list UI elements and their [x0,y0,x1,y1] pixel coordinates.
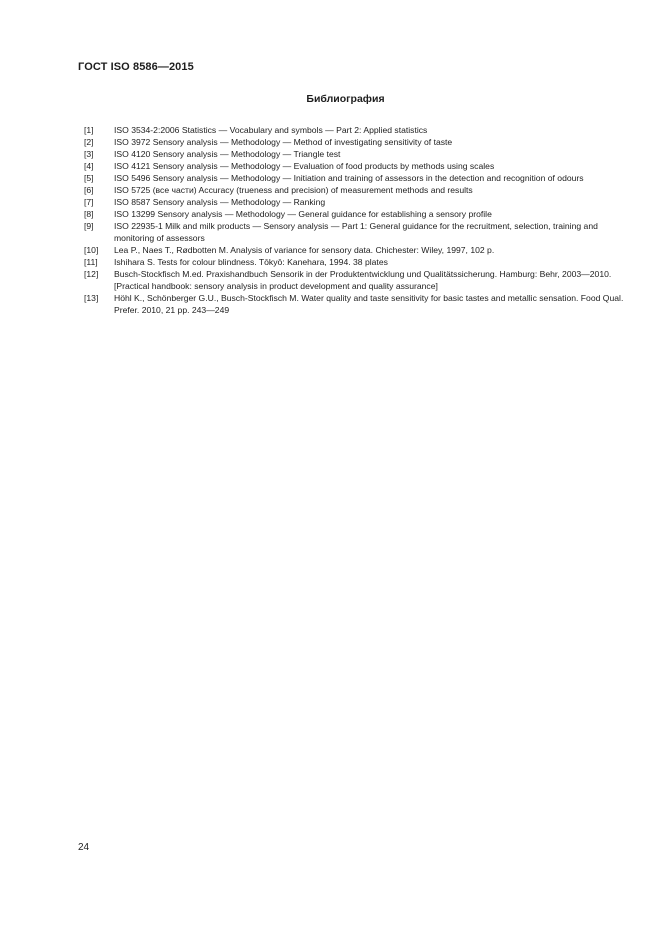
entry-text: Ishihara S. Tests for colour blindness. Tōkyō: Kanehara, 1994. 38 plates [114,257,388,267]
entry-number: [6] [84,185,94,195]
entry-text: ISO 13299 Sensory analysis — Methodology — General guidance for establishing a sensory profile [114,209,492,219]
entry-text: ISO 5725 (все части) Accuracy (trueness and precision) of measurement methods and results [114,185,473,195]
entry-number: [3] [84,149,94,159]
entry-text: ISO 3972 Sensory analysis — Methodology — Method of investigating sensitivity of taste [114,137,453,147]
bibliography-entry [84,244,624,256]
entry-text: ISO 22935-1 Milk and milk products — Sensory analysis — Part 1: General guidance for the recruitment, selection, training and monitoring of assessors [114,221,598,243]
bibliography-entry [84,196,624,208]
entry-number: [7] [84,197,94,207]
entry-number: [9] [84,221,94,231]
entry-text: ISO 5496 Sensory analysis — Methodology — Initiation and training of assessors in the detection and recognition of odours [114,173,584,183]
document-code-header: ГОСТ ISO 8586—2015 [78,61,194,73]
entry-text: ISO 4121 Sensory analysis — Methodology — Evaluation of food products by methods using scales [114,161,495,171]
entry-number: [11] [84,257,98,267]
bibliography-entry [84,256,624,268]
bibliography-entry [84,160,624,172]
entry-number: [4] [84,161,94,171]
page-number: 24 [78,842,90,853]
entry-number: [13] [84,293,99,303]
entry-number: [8] [84,209,94,219]
entry-text: ISO 4120 Sensory analysis — Methodology — Triangle test [114,149,341,159]
entry-text: Lea P., Naes T., Rødbotten M. Analysis of variance for sensory data. Chichester: Wiley, 1997, 102 p. [114,245,495,255]
bibliography-entry [84,136,624,148]
entry-text: ISO 8587 Sensory analysis — Methodology — Ranking [114,197,326,207]
bibliography-entry [84,292,624,316]
entry-number: [1] [84,125,94,135]
entry-number: [10] [84,245,99,255]
bibliography-entry [84,220,624,244]
bibliography-entry [84,208,624,220]
entry-text: Busch-Stockfisch M.ed. Praxishandbuch Sensorik in der Produktentwicklung und Qualitätssicherung. Hamburg: Behr, 2003—2010. [Practical handbook: sensory analysis in product development and quality assurance] [114,269,612,291]
entry-number: [12] [84,269,99,279]
entry-number: [5] [84,173,94,183]
bibliography-entry [84,268,624,292]
bibliography-entry [84,124,624,136]
bibliography-list [84,124,624,316]
entry-text: ISO 3534-2:2006 Statistics — Vocabulary and symbols — Part 2: Applied statistics [114,125,428,135]
bibliography-entry [84,172,624,184]
bibliography-entry [84,184,624,196]
bibliography-entry [84,148,624,160]
entry-text: Höhl K., Schönberger G.U., Busch-Stockfisch M. Water quality and taste sensitivity for basic tastes and metallic sensation. Food Qual. Prefer. 2010, 21 pp. 243—249 [114,293,624,315]
entry-number: [2] [84,137,94,147]
bibliography-title: Библиография [306,93,385,105]
